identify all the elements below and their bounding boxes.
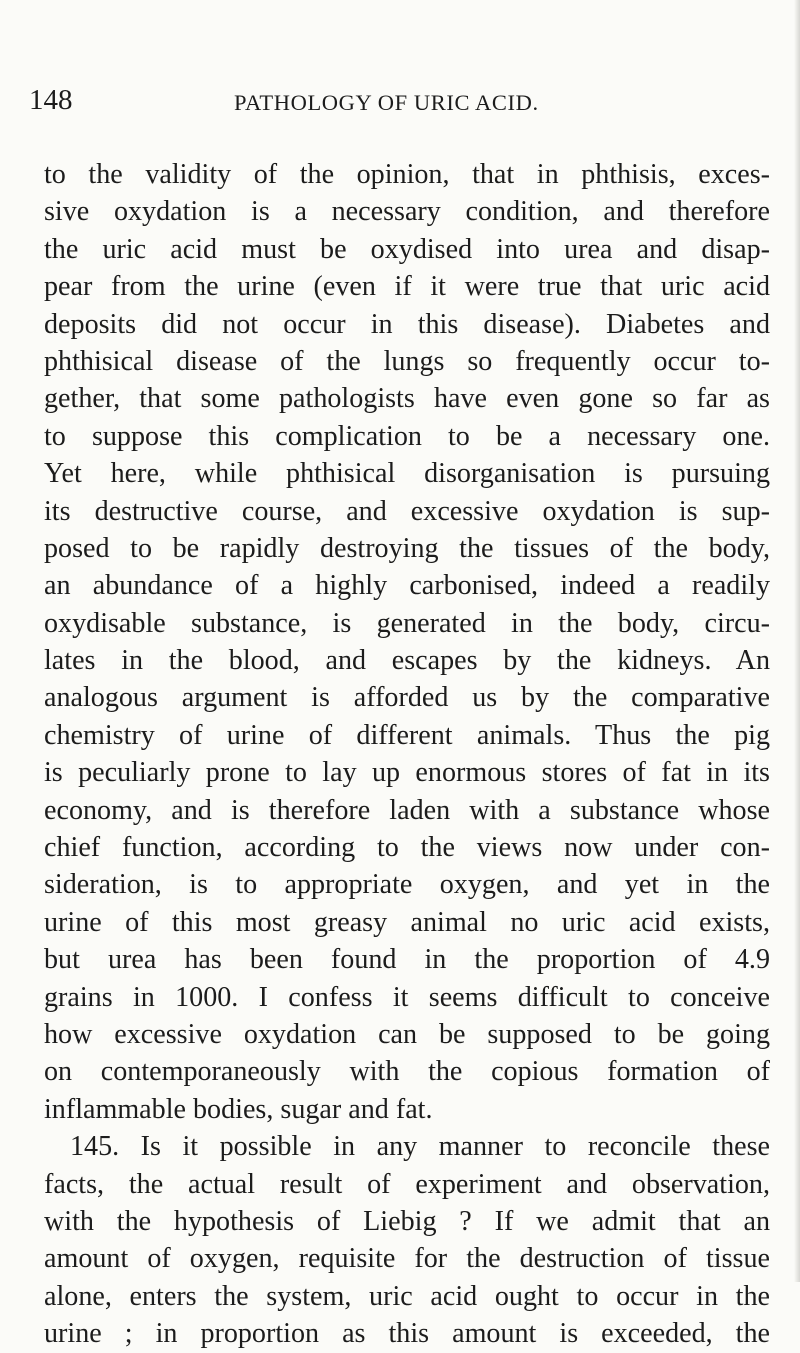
text-line: grains in 1000. I confess it seems difficult to conceive — [44, 981, 770, 1013]
text-line: on contemporaneously with the copious formation of — [44, 1056, 770, 1088]
paragraph-end-line: inflammable bodies, sugar and fat. — [44, 1093, 433, 1125]
text-line: alone, enters the system, uric acid ought to occur in the — [44, 1280, 770, 1312]
page-header — [29, 80, 769, 120]
text-line: Yet here, while phthisical disorganisation is pursuing — [44, 458, 770, 490]
running-head: PATHOLOGY OF URIC ACID. — [234, 90, 539, 115]
text-line: with the hypothesis of Liebig ? If we admit that an — [44, 1205, 770, 1237]
text-line: facts, the actual result of experiment and observation, — [44, 1168, 770, 1200]
text-line: sideration, is to appropriate oxygen, and yet in the — [44, 869, 770, 901]
text-line: analogous argument is afforded us by the comparative — [44, 682, 770, 714]
text-line: lates in the blood, and escapes by the kidneys. An — [44, 645, 770, 677]
text-line: gether, that some pathologists have even gone so far as — [44, 383, 770, 415]
text-line: urine ; in proportion as this amount is exceeded, the — [44, 1318, 770, 1350]
section-145-start-line: 145. Is it possible in any manner to reconcile these — [70, 1131, 770, 1163]
text-line: oxydisable substance, is generated in the body, circu- — [44, 607, 770, 639]
body-text — [44, 156, 770, 1353]
text-line: to the validity of the opinion, that in phthisis, exces- — [44, 159, 770, 190]
text-line: is peculiarly prone to lay up enormous stores of fat in its — [44, 757, 770, 789]
text-line: chemistry of urine of different animals. Thus the pig — [44, 719, 770, 751]
text-line: pear from the urine (even if it were true that uric acid — [44, 271, 770, 303]
text-line: sive oxydation is a necessary condition, and therefore — [44, 196, 770, 228]
text-line: how excessive oxydation can be supposed to be going — [44, 1018, 770, 1050]
text-line: urine of this most greasy animal no uric acid exists, — [44, 906, 770, 938]
page-edge-shadow — [794, 0, 800, 1282]
text-line: chief function, according to the views now under con- — [44, 832, 770, 864]
text-line: its destructive course, and excessive oxydation is sup- — [44, 495, 770, 527]
text-line: an abundance of a highly carbonised, indeed a readily — [44, 570, 770, 602]
page-number: 148 — [29, 84, 73, 116]
text-line: phthisical disease of the lungs so frequently occur to- — [44, 345, 770, 377]
text-line: the uric acid must be oxydised into urea and disap- — [44, 233, 770, 265]
text-line: posed to be rapidly destroying the tissues of the body, — [44, 532, 770, 564]
text-line: economy, and is therefore laden with a substance whose — [44, 794, 770, 826]
text-line: but urea has been found in the proportion of 4.9 — [44, 944, 770, 976]
text-line: amount of oxygen, requisite for the destruction of tissue — [44, 1243, 770, 1275]
text-line: to suppose this complication to be a necessary one. — [44, 420, 770, 452]
text-line: deposits did not occur in this disease). Diabetes and — [44, 308, 770, 340]
